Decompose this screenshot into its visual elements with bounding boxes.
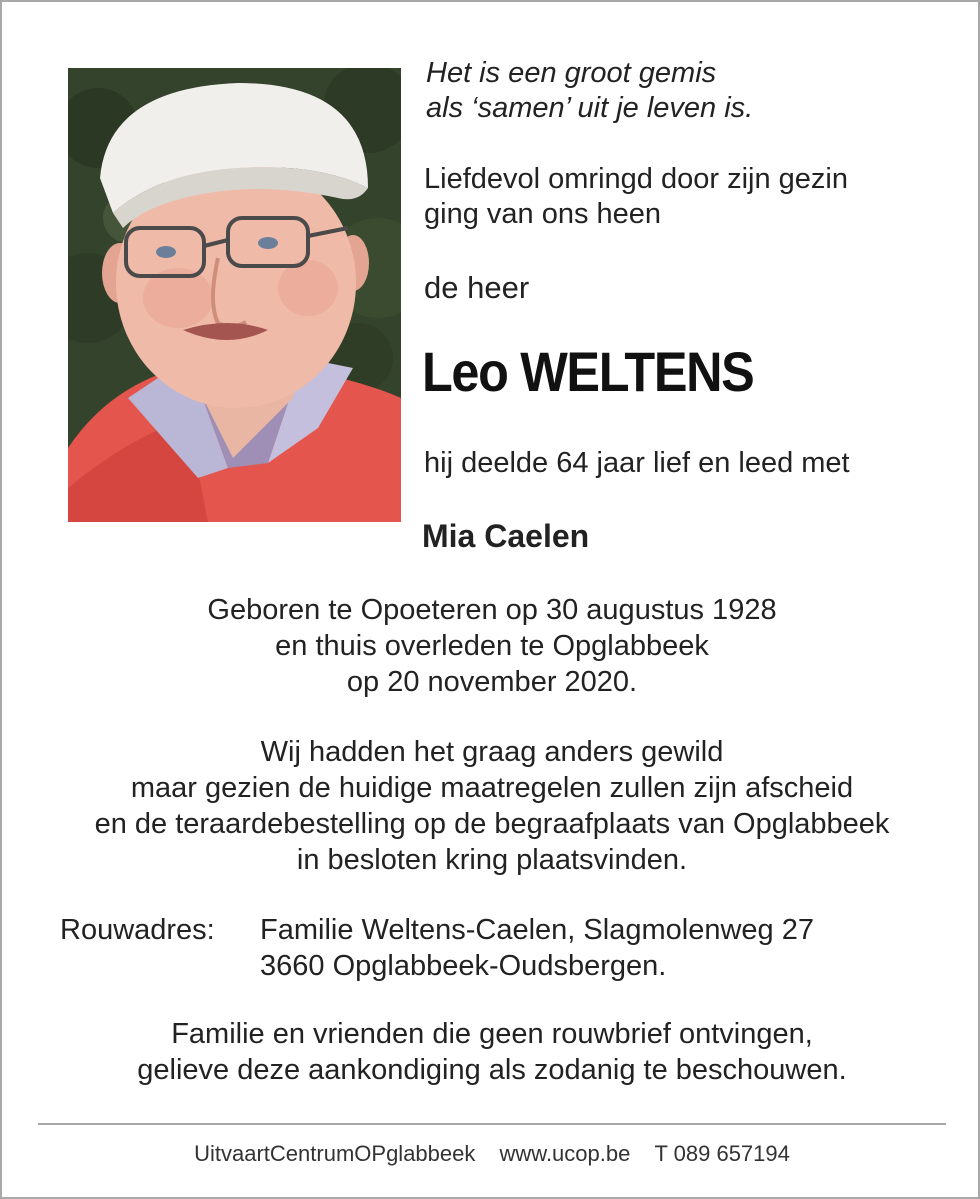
notice-line-2: maar gezien de huidige maatregelen zullen zijn afscheid <box>130 772 854 804</box>
birth-line-1: Geboren te Opoeteren op 30 augustus 1928 <box>207 594 777 626</box>
deceased-name: Leo WELTENS <box>422 340 754 403</box>
notice-line-3: en de teraardebestelling op de begraafplaats van Opglabbeek <box>94 808 890 840</box>
address-line-2: 3660 Opglabbeek-Oudsbergen. <box>260 950 667 982</box>
quote-line-2: als ‘samen’ uit je leven is. <box>426 92 754 124</box>
portrait-illustration <box>68 68 401 522</box>
intro-line-2: ging van ons heen <box>424 198 662 230</box>
memorial-quote <box>426 56 753 126</box>
birth-death-details <box>2 592 980 700</box>
footer-divider <box>38 1123 946 1125</box>
footer-phone: T 089 657194 <box>654 1141 790 1166</box>
portrait-photo <box>68 68 401 522</box>
intro-line-1: Liefdevol omringd door zijn gezin <box>424 163 848 195</box>
notice-line-1: Wij hadden het graag anders gewild <box>260 736 724 768</box>
shared-life-text: hij deelde 64 jaar lief en leed met <box>424 447 850 479</box>
closing-line-2: gelieve deze aankondiging als zodanig te beschouwen. <box>137 1054 847 1086</box>
footer <box>2 1140 980 1168</box>
honorific: de heer <box>424 270 530 305</box>
address-lines <box>260 912 814 984</box>
birth-line-3: op 20 november 2020. <box>346 666 638 698</box>
address-label: Rouwadres: <box>60 914 215 946</box>
notice-line-4: in besloten kring plaatsvinden. <box>296 844 688 876</box>
closing-notice <box>2 1016 980 1088</box>
address-line-1: Familie Weltens-Caelen, Slagmolenweg 27 <box>260 914 814 946</box>
quote-line-1: Het is een groot gemis <box>426 57 717 89</box>
footer-website[interactable]: www.ucop.be <box>499 1141 631 1166</box>
footer-company: UitvaartCentrumOPglabbeek <box>194 1141 476 1166</box>
intro-text <box>424 162 848 232</box>
closing-line-1: Familie en vrienden die geen rouwbrief ontvingen, <box>171 1018 813 1050</box>
birth-line-2: en thuis overleden te Opglabbeek <box>275 630 709 662</box>
funeral-notice <box>2 734 980 878</box>
partner-name: Mia Caelen <box>422 518 590 554</box>
